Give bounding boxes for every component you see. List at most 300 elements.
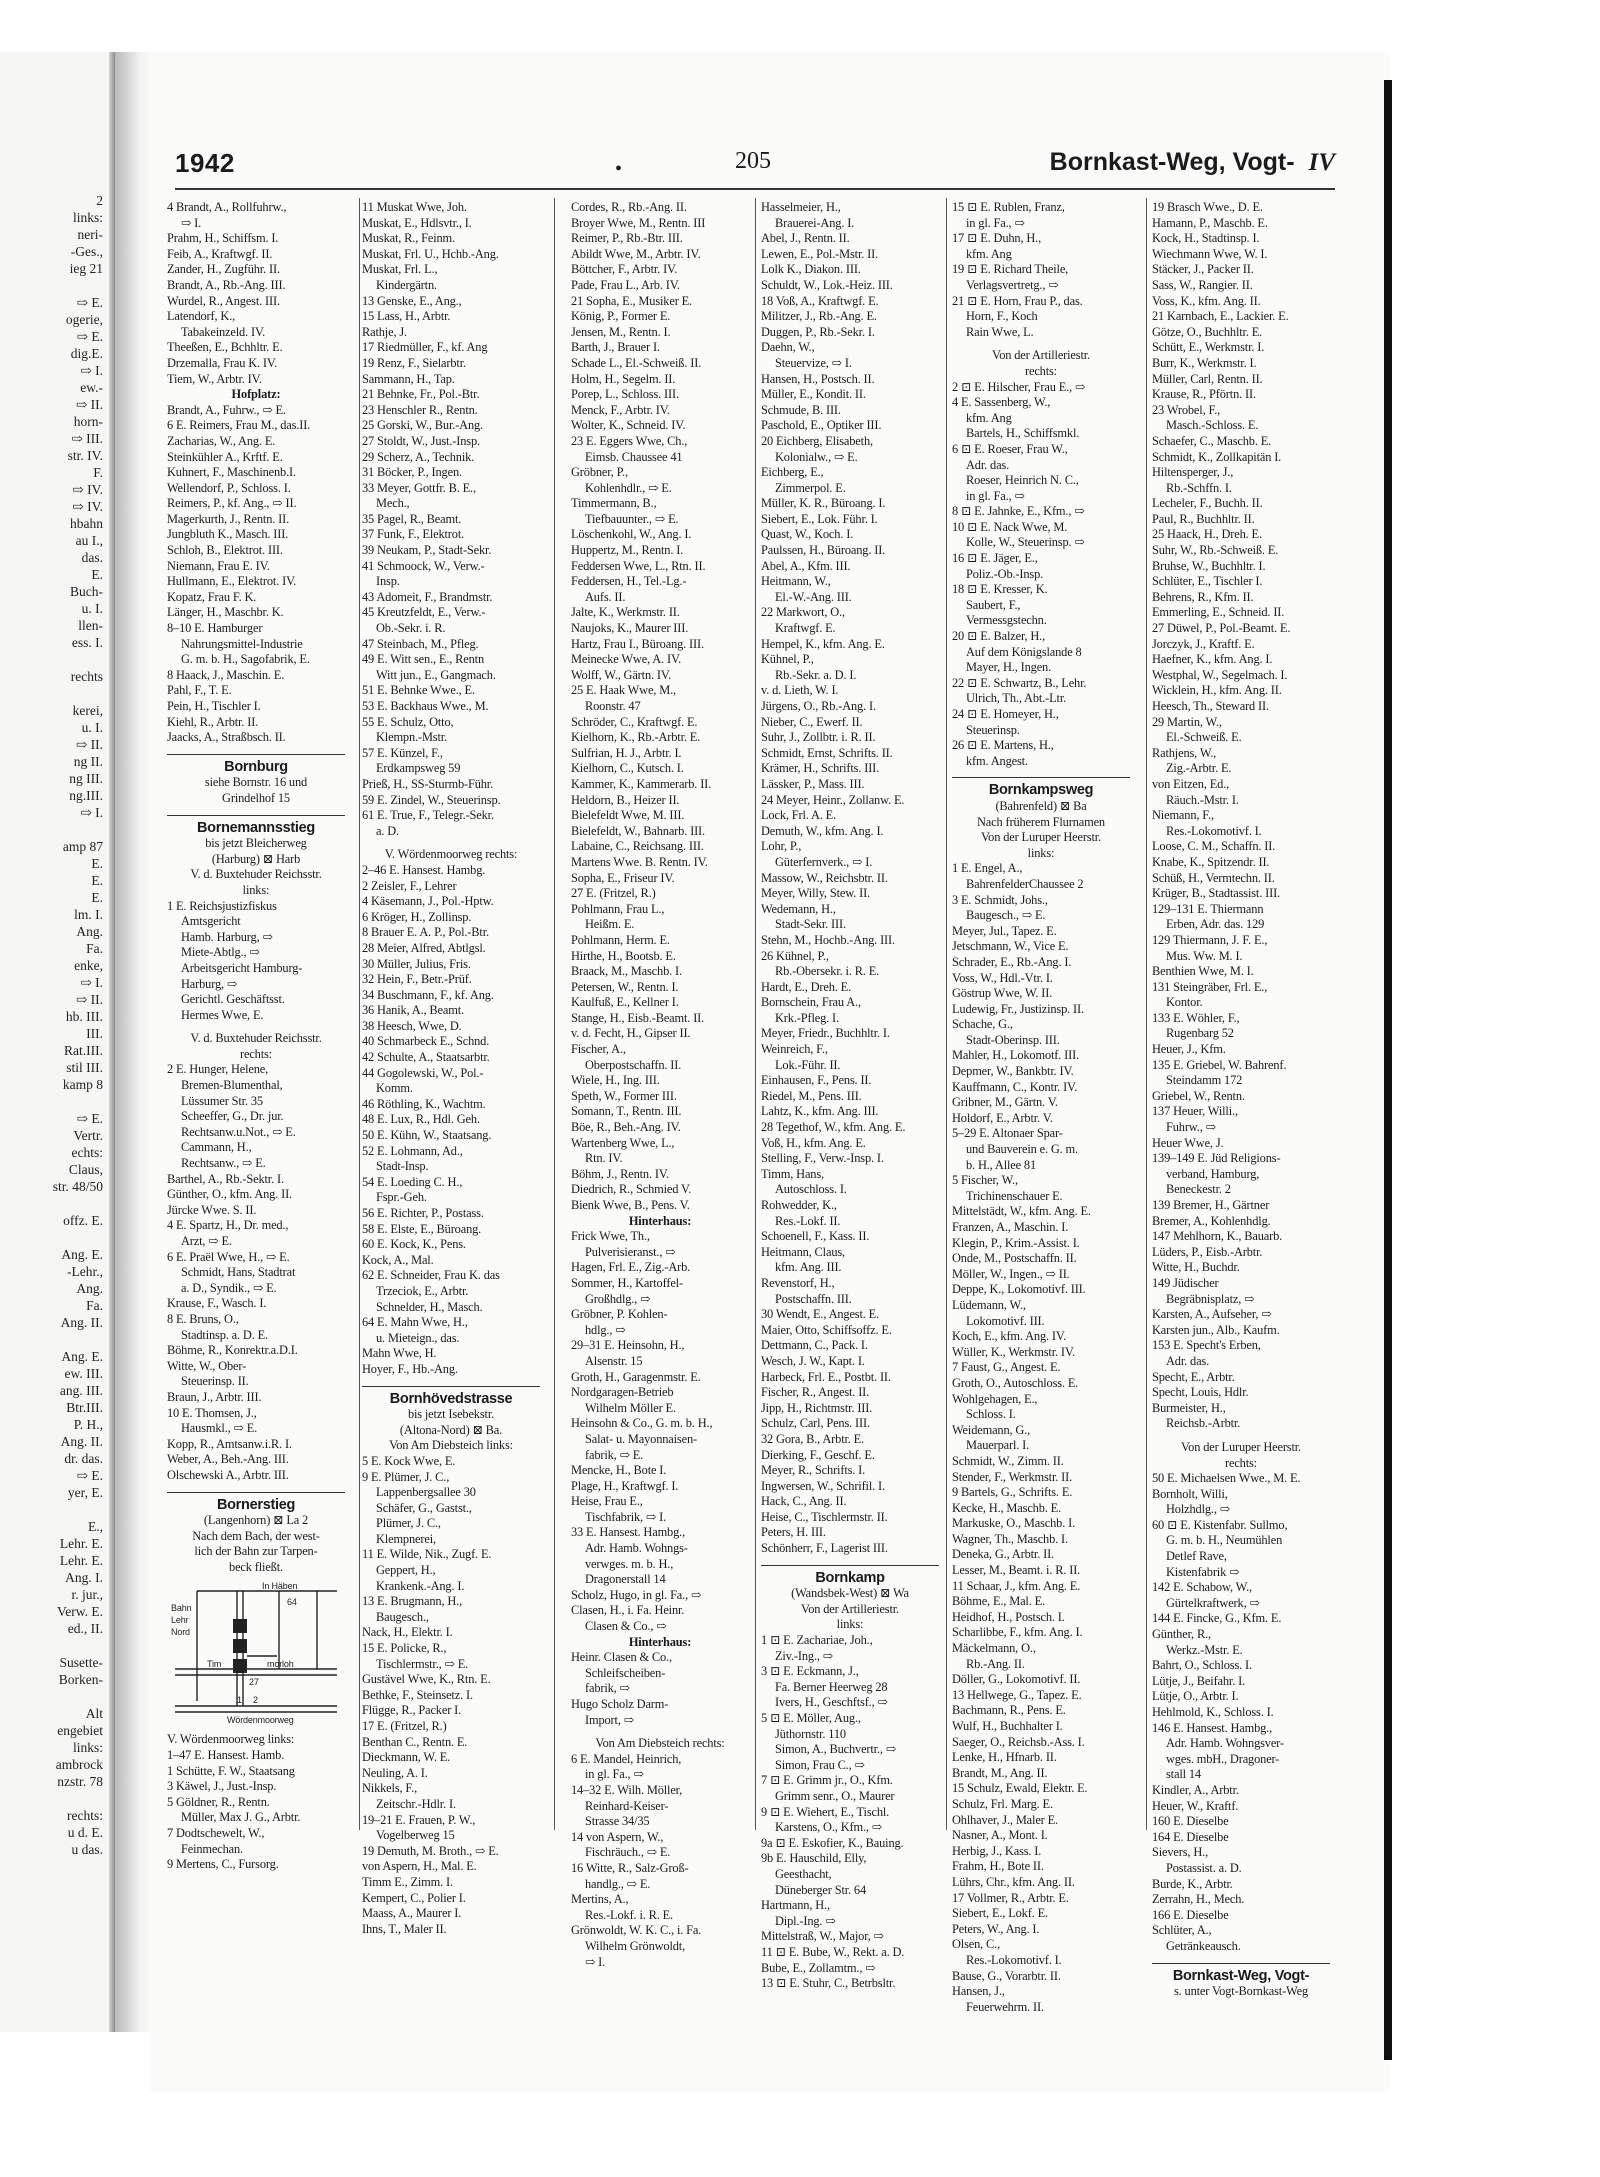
directory-entry: Muskat, Frl. L., [362, 262, 438, 277]
directory-entry: 7 ⊡ E. Grimm jr., O., Kfm. [761, 1773, 893, 1788]
directory-entry: 153 E. Specht's Erben, [1152, 1338, 1261, 1353]
directory-entry: 54 E. Loeding C. H., [362, 1174, 463, 1189]
running-head-title: Bornkast-Weg, Vogt- [1049, 148, 1295, 176]
directory-entry-continuation: Begräbnisplatz, ⇨ [1166, 1291, 1255, 1306]
directory-entry-continuation: in gl. Fa., ⇨ [966, 215, 1025, 230]
directory-entry: 144 E. Fincke, G., Kfm. E. [1152, 1611, 1282, 1626]
adjacent-page-fragment: dig.E. [70, 346, 103, 361]
adjacent-page-fragment: ⇨ I. [80, 805, 103, 820]
directory-entry: Theeßen, E., Bchhltr. E. [167, 340, 283, 355]
directory-entry: Koch, E., kfm. Ang. IV. [952, 1329, 1067, 1344]
directory-entry: 27 E. (Fritzel, R.) [571, 886, 656, 901]
directory-entry: Prahm, H., Schiffsm. I. [167, 231, 279, 246]
directory-entry: 41 Schmoock, W., Verw.- [362, 558, 485, 573]
directory-entry: Hugo Scholz Darm- [571, 1697, 669, 1711]
directory-entry: 19 ⊡ E. Richard Theile, [952, 262, 1069, 277]
directory-entry-continuation: Lappenbergsallee 30 [376, 1485, 476, 1500]
directory-entry: 9 ⊡ E. Wiehert, E., Tischl. [761, 1804, 890, 1819]
street-note: lich der Bahn zur Tarpen- [194, 1544, 318, 1559]
directory-entry: Rohwedder, K., [761, 1198, 837, 1212]
directory-entry: Depmer, W., Bankbtr. IV. [952, 1064, 1074, 1079]
directory-entry: Feib, A., Kraftwgf. II. [167, 246, 273, 261]
directory-entry: Burr, K., Werkmstr. I. [1152, 355, 1257, 370]
directory-entry: Niemann, Frau E. IV. [167, 558, 270, 573]
directory-entry-continuation: kfm. Angest. [966, 753, 1028, 768]
directory-entry: 56 E. Richter, P., Postass. [362, 1206, 484, 1220]
directory-entry: Martens Wwe. B. Rentn. IV. [571, 854, 708, 869]
directory-entry: 9a ⊡ E. Eskofier, K., Bauing. [761, 1835, 904, 1850]
directory-entry: 14 von Aspern, W., [571, 1829, 664, 1844]
directory-entry: Tiem, W., Arbtr. IV. [167, 371, 262, 386]
directory-entry-continuation: Res.-Lokomotivf. I. [966, 1952, 1062, 1967]
directory-entry: Feddersen, H., Tel.-Lg.- [571, 574, 687, 589]
directory-entry-continuation: Masch.-Schloss. E. [1166, 418, 1259, 433]
directory-entry-continuation: und Bauverein e. G. m. [966, 1142, 1078, 1157]
directory-entry: Witte, W., Ober- [167, 1358, 247, 1373]
header-rule [175, 188, 1335, 190]
directory-entry: Hullmann, E., Elektrot. IV. [167, 574, 297, 589]
directory-entry: 3 Käwel, J., Just.-Insp. [167, 1779, 277, 1794]
map-label: Nord [171, 1627, 190, 1638]
directory-entry-continuation: Witt jun., E., Gangmach. [376, 667, 496, 682]
directory-entry-continuation: Krk.-Pfleg. I. [775, 1010, 839, 1025]
directory-entry: Lohr, P., [761, 839, 802, 854]
directory-column-5 [952, 200, 1130, 2015]
directory-entry-continuation: Postschaffn. III. [775, 1291, 852, 1306]
directory-entry-continuation: Insp. [376, 574, 400, 589]
directory-entry: Rathjens, W., [1152, 745, 1217, 760]
directory-entry: 13 Hellwege, G., Tapez. E. [952, 1687, 1082, 1702]
directory-entry-continuation: Wilhelm Möller E. [585, 1400, 676, 1415]
directory-entry: Scharlibbe, F., kfm. Ang. I. [952, 1625, 1083, 1640]
directory-entry: v. d. Lieth, W. I. [761, 683, 839, 698]
directory-entry: von Eitzen, Ed., [1152, 776, 1230, 791]
adjacent-page-fragment: kerei, [72, 703, 103, 718]
directory-entry: Heinr. Clasen & Co., [571, 1650, 672, 1665]
directory-entry-continuation: kfm. Ang. III. [775, 1260, 842, 1275]
adjacent-page-fragment: str. 48/50 [52, 1179, 103, 1194]
spacer [167, 1023, 345, 1031]
directory-entry-continuation: Harburg, ⇨ [181, 976, 238, 991]
directory-entry-continuation: Alsenstr. 15 [585, 1353, 643, 1368]
directory-entry: Mäckelmann, O., [952, 1641, 1036, 1656]
directory-entry: Hartmann, H., [761, 1898, 830, 1913]
street-note: links: [242, 882, 270, 897]
directory-entry: Gröbner, P., [571, 465, 628, 480]
directory-entry-continuation: Rechtsanw.u.Not., ⇨ E. [181, 1124, 296, 1139]
adjacent-page-fragment: Lehr. E. [59, 1536, 103, 1551]
adjacent-page-fragment: -Lehr., [67, 1264, 103, 1279]
street-note: Grindelhof 15 [222, 790, 290, 805]
directory-entry: 57 E. Künzel, F., [362, 745, 443, 760]
adjacent-page-fragment: ⇨ E. [76, 329, 103, 344]
directory-entry: Schaefer, C., Maschb. E. [1152, 433, 1272, 448]
adjacent-page-fragment: ng III. [69, 771, 103, 786]
directory-entry: Böe, R., Beh.-Ang. IV. [571, 1120, 681, 1135]
directory-entry: Rathje, J. [362, 324, 407, 339]
directory-entry: Krüger, B., Stadtassist. III. [1152, 886, 1280, 901]
directory-entry: Schache, G., [952, 1017, 1013, 1032]
directory-entry: 19 Brasch Wwe., D. E. [1152, 200, 1263, 214]
directory-entry: Brandt, M., Ang. II. [952, 1765, 1048, 1780]
directory-entry: Siebert, E., Lokf. E. [952, 1906, 1048, 1921]
directory-entry: Quast, W., Koch. I. [761, 527, 854, 542]
directory-entry: Döller, G., Lokomotivf. II. [952, 1672, 1081, 1687]
directory-entry: Dettmann, C., Pack. I. [761, 1338, 868, 1353]
directory-entry-continuation: Getränkeausch. [1166, 1938, 1241, 1953]
directory-entry: Böttcher, F., Arbtr. IV. [571, 262, 678, 277]
directory-entry: Hasselmeier, H., [761, 200, 841, 214]
street-note: Von der Artilleriestr. [801, 1601, 899, 1616]
street-note: (Wandsbek-West) ⊠ Wa [791, 1586, 909, 1601]
directory-entry: Bachmann, R., Pens. E. [952, 1703, 1066, 1718]
directory-entry: 60 ⊡ E. Kistenfabr. Sullmo, [1152, 1517, 1288, 1532]
directory-entry: 147 Mehlhorn, K., Bauarb. [1152, 1229, 1283, 1244]
adjacent-page-fragment: offz. E. [63, 1213, 103, 1228]
directory-entry-continuation: Adr. das. [966, 457, 1010, 472]
directory-entry: Müller, Carl, Rentn. II. [1152, 371, 1263, 386]
adjacent-page-fragment: ieg 21 [69, 261, 103, 276]
directory-entry: Schütt, E., Werkmstr. I. [1152, 340, 1265, 355]
directory-entry: 11 Muskat Wwe, Joh. [362, 200, 467, 214]
directory-entry-continuation: wges. mbH., Dragoner- [1166, 1751, 1280, 1766]
street-note: (Bahrenfeld) ⊠ Ba [995, 798, 1087, 813]
directory-entry: Schrader, E., Rb.-Ang. I. [952, 954, 1072, 969]
running-head [1050, 148, 1335, 177]
directory-entry: Peters, W., Ang. I. [952, 1921, 1040, 1936]
directory-entry: 26 Kühnel, P., [761, 948, 829, 963]
directory-entry: Emmerling, E., Schneid. II. [1152, 605, 1285, 620]
directory-entry: 139–149 E. Jüd Religions- [1152, 1151, 1281, 1166]
map-label: 1 [237, 1695, 242, 1706]
directory-entry: Braack, M., Maschb. I. [571, 964, 682, 979]
directory-entry: 23 Henschler R., Rentn. [362, 402, 478, 417]
directory-entry-continuation: Saubert, F., [966, 597, 1021, 612]
directory-entry: Holm, H., Segelm. II. [571, 371, 676, 386]
directory-entry: Einhausen, F., Pens. II. [761, 1073, 872, 1088]
directory-entry: Götze, O., Buchhltr. E. [1152, 324, 1263, 339]
directory-entry: Bahrt, O., Schloss. I. [1152, 1658, 1252, 1673]
directory-entry: 19–21 E. Frauen, P. W., [362, 1812, 476, 1827]
adjacent-page-fragment: str. IV. [67, 448, 103, 463]
directory-entry: Ludewig, Fr., Justizinsp. II. [952, 1001, 1084, 1016]
directory-entry: Wolff, W., Gärtn. IV. [571, 667, 672, 682]
adjacent-page-fragment: au I., [75, 533, 103, 548]
directory-entry: Wicklein, H., kfm. Ang. II. [1152, 683, 1282, 698]
directory-entry: Jalte, K., Werkmstr. II. [571, 605, 680, 620]
directory-entry: Burmeister, H., [1152, 1400, 1226, 1415]
directory-entry: Nasner, A., Mont. I. [952, 1828, 1048, 1843]
directory-entry: Scholz, Hugo, in gl. Fa., ⇨ [571, 1587, 702, 1602]
street-note: Von der Luruper Heerstr. [980, 830, 1102, 845]
directory-entry: Lock, Frl. A. E. [761, 808, 837, 823]
directory-entry: 28 Meier, Alfred, Abtlgsl. [362, 940, 486, 955]
adjacent-page-fragment: F. [93, 465, 103, 480]
directory-entry: 21 Sopha, E., Musiker E. [571, 293, 692, 308]
directory-entry: 45 Kreutzfeldt, E., Verw.- [362, 605, 486, 620]
directory-entry-continuation: Schloss. I. [966, 1407, 1016, 1422]
adjacent-page-fragment: ed., II. [67, 1621, 103, 1636]
street-note: beck fließt. [229, 1559, 283, 1574]
directory-entry: 146 E. Hansest. Hambg., [1152, 1720, 1273, 1735]
directory-entry: 21 ⊡ E. Horn, Frau P., das. [952, 293, 1083, 308]
directory-entry: 5–29 E. Altonaer Spar- [952, 1126, 1063, 1141]
directory-entry: Huppertz, M., Rentn. I. [571, 543, 684, 558]
directory-entry: 8–10 E. Hamburger [167, 621, 263, 636]
directory-entry-continuation: Steuerinsp. [966, 722, 1020, 737]
directory-entry: Wohlgehagen, E., [952, 1391, 1038, 1406]
directory-entry: 1 Schütte, F. W., Staatsang [167, 1763, 295, 1778]
directory-entry: 160 E. Dieselbe [1152, 1814, 1229, 1829]
street-note: links: [836, 1617, 864, 1632]
adjacent-page-fragment: rechts: [67, 1808, 103, 1823]
directory-entry: Voss, W., Hdl.-Vtr. I. [952, 970, 1053, 985]
directory-entry: Schuldt, W., Lok.-Heiz. III. [761, 277, 893, 292]
directory-entry: 2–46 E. Hansest. Hambg. [362, 862, 486, 877]
adjacent-page-fragment: Vertr. [73, 1128, 103, 1143]
directory-entry-continuation: Import, ⇨ [585, 1712, 634, 1727]
directory-entry-continuation: Ivers, H., Geschftsf., ⇨ [775, 1695, 888, 1710]
directory-entry-continuation: Clasen & Co., ⇨ [585, 1619, 667, 1634]
directory-entry-continuation: hdlg., ⇨ [585, 1322, 626, 1337]
directory-entry: Latendorf, K., [167, 309, 236, 324]
directory-column-4 [761, 200, 939, 1992]
street-note: (Langenhorn) ⊠ La 2 [203, 1513, 309, 1528]
directory-entry: Bause, G., Vorarbtr. II. [952, 1968, 1061, 1983]
directory-entry: Bienk Wwe, B., Pens. V. [571, 1198, 690, 1212]
adjacent-page-fragment: ⇨ II. [75, 992, 103, 1007]
street-note: bis jetzt Bleicherweg [205, 836, 307, 851]
directory-entry-continuation: Bremen-Blumenthal, [181, 1078, 283, 1093]
directory-entry: 23 E. Eggers Wwe, Ch., [571, 433, 688, 448]
directory-entry: Reimers, P., kf. Ang., ⇨ II. [167, 496, 297, 511]
directory-entry: 31 Böcker, P., Ingen. [362, 465, 462, 480]
directory-entry: Mahler, H., Lokomotf. III. [952, 1048, 1080, 1063]
directory-entry: Drzemalla, Frau K. IV. [167, 355, 278, 370]
directory-entry: V. Wördenmoorweg links: [167, 1732, 295, 1747]
directory-entry: Weidemann, G., [952, 1422, 1031, 1437]
directory-entry: Bielefeldt Wwe, M. III. [571, 808, 685, 823]
directory-entry: Specht, E., Arbtr. [1152, 1369, 1235, 1384]
directory-entry: Schade L., El.-Schweiß. II. [571, 355, 702, 370]
directory-entry: Krause, R., Pförtn. II. [1152, 387, 1256, 402]
directory-entry-continuation: Kistenfabrik ⇨ [1166, 1564, 1240, 1579]
directory-entry: Kaulfuß, E., Kellner I. [571, 995, 679, 1010]
directory-entry: 39 Neukam, P., Stadt-Sekr. [362, 543, 492, 558]
directory-entry: Kielhorn, C., Kutsch. I. [571, 761, 684, 776]
adjacent-page-fragment: r. jur., [71, 1587, 103, 1602]
directory-entry: 9 Mertens, C., Fursorg. [167, 1857, 279, 1872]
directory-entry: Wolter, K., Schneid. IV. [571, 418, 686, 433]
directory-entry: Lenke, H., Hfnarb. II. [952, 1750, 1057, 1765]
directory-entry-continuation: Karstens, O., Kfm., ⇨ [775, 1820, 883, 1835]
street-heading: Bornkampsweg [952, 777, 1130, 799]
directory-entry: 17 Vollmer, R., Arbtr. E. [952, 1890, 1069, 1905]
directory-entry: Mencke, H., Bote I. [571, 1463, 667, 1478]
adjacent-page-fragment: u das. [71, 1842, 103, 1857]
directory-entry: Labaine, C., Reichsang. III. [571, 839, 704, 854]
directory-entry-continuation: verwges. m. b. H., [585, 1556, 674, 1571]
directory-entry-continuation: Res.-Lokomotivf. I. [1166, 823, 1262, 838]
directory-entry: Dierking, F., Geschf. E. [761, 1447, 875, 1462]
adjacent-page-fragment: Alt [85, 1706, 103, 1721]
directory-entry-continuation: Cammann, H., [181, 1140, 252, 1155]
directory-entry: Lüders, P., Eisb.-Arbtr. [1152, 1244, 1263, 1259]
adjacent-page-fragment: Ang. II. [60, 1434, 103, 1449]
directory-entry: Zerrahn, H., Mech. [1152, 1892, 1245, 1907]
directory-entry: 60 E. Kock, K., Pens. [362, 1237, 466, 1252]
directory-entry: 3 ⊡ E. Eckmann, J., [761, 1664, 859, 1679]
directory-entry: 2 Zeisler, F., Lehrer [362, 878, 457, 893]
directory-entry-continuation: Fspr.-Geh. [376, 1190, 427, 1205]
directory-entry-continuation: stall 14 [1166, 1767, 1201, 1782]
directory-entry: Müller, E., Kondit. II. [761, 387, 866, 402]
directory-entry: 7 Faust, G., Angest. E. [952, 1360, 1061, 1375]
street-note: (Harburg) ⊠ Harb [211, 851, 301, 866]
directory-entry-continuation: Steindamm 172 [1166, 1073, 1243, 1088]
column-divider [946, 198, 947, 1830]
directory-entry: Krause, F., Wasch. I. [167, 1296, 267, 1311]
street-heading: Bornkast-Weg, Vogt- [1152, 1963, 1330, 1985]
adjacent-page-fragment: ⇨ IV. [72, 499, 103, 514]
directory-entry: 166 E. Dieselbe [1152, 1907, 1229, 1922]
directory-entry-continuation: Hermes Wwe, E. [181, 1007, 264, 1022]
directory-entry: Lässker, P., Mass. III. [761, 776, 865, 791]
directory-entry: Bielefeldt, W., Bahnarb. III. [571, 823, 705, 838]
directory-entry: Jürgens, O., Rb.-Ang. I. [761, 699, 876, 713]
directory-entry-continuation: Mauerparl. I. [966, 1438, 1030, 1453]
section-subheading: Hofplatz: [231, 387, 281, 402]
directory-entry: Stehn, M., Hochb.-Ang. III. [761, 932, 895, 947]
directory-entry: Jensen, M., Rentn. I. [571, 324, 671, 339]
column-divider [359, 198, 360, 1830]
directory-entry: 16 Witte, R., Salz-Groß- [571, 1860, 689, 1875]
adjacent-page-fragment: E. [91, 873, 103, 888]
directory-entry: Kühnel, P., [761, 652, 814, 667]
street-note: rechts: [240, 1046, 272, 1061]
column-divider [755, 198, 756, 1830]
directory-entry: 61 E. True, F., Telegr.-Sekr. [362, 808, 494, 823]
directory-entry: Diedrich, R., Schmied V. [571, 1182, 692, 1197]
directory-entry: Muskat, E., Hdlsvtr., I. [362, 215, 472, 230]
directory-entry-continuation: Rain Wwe, L. [966, 324, 1034, 339]
directory-entry-continuation: kfm. Ang [966, 410, 1012, 425]
adjacent-page-fragment: ng II. [73, 754, 103, 769]
directory-entry: Gröbner, P. Kohlen- [571, 1307, 668, 1322]
directory-entry: 7 Dodtschewelt, W., [167, 1826, 265, 1841]
directory-entry: Heuer, W., Kraftf. [1152, 1798, 1239, 1813]
directory-entry: 24 ⊡ E. Homeyer, H., [952, 707, 1059, 721]
street-note: (Altona-Nord) ⊠ Ba. [399, 1422, 503, 1437]
directory-entry: Hirthe, H., Bootsb. E. [571, 948, 676, 963]
directory-entry: Heldorn, B., Heizer II. [571, 792, 680, 807]
directory-entry: Wulf, H., Buchhalter I. [952, 1719, 1063, 1733]
directory-entry: 25 Gorski, W., Bur.-Ang. [362, 418, 484, 433]
adjacent-page-fragment: Btr.III. [66, 1400, 103, 1415]
directory-entry: v. d. Fecht, H., Gipser II. [571, 1026, 691, 1041]
directory-entry: Petersen, W., Rentn. I. [571, 979, 679, 994]
directory-entry-continuation: Amtsgericht [181, 914, 241, 929]
directory-entry: 6 E. Praël Wwe, H., ⇨ E. [167, 1249, 290, 1264]
directory-entry: Meyer, Jul., Tapez. E. [952, 923, 1057, 938]
directory-entry-continuation: Steuerinsp. II. [181, 1374, 249, 1389]
book-spine-shadow [115, 52, 151, 2032]
directory-entry: Jungbluth K., Masch. III. [167, 527, 289, 542]
directory-entry: Meyer, Willy, Stew. II. [761, 886, 870, 901]
directory-entry: Weinreich, F., [761, 1042, 828, 1057]
directory-entry-continuation: Simon, A., Buchvertr., ⇨ [775, 1742, 897, 1757]
street-note: Nach dem Bach, der west- [192, 1528, 320, 1543]
directory-entry: 27 Düwel, P., Pol.-Beamt. E. [1152, 621, 1291, 636]
directory-entry: Schoenell, F., Kass. II. [761, 1229, 870, 1244]
directory-entry: Brandt, A., Fuhrw., ⇨ E. [167, 402, 286, 417]
directory-entry-continuation: Nahrungsmittel-Industrie [181, 636, 303, 651]
directory-entry: Nack, H., Elektr. I. [362, 1625, 453, 1640]
directory-entry: Mittelstraß, W., Major, ⇨ [761, 1929, 884, 1944]
directory-entry-continuation: Scheeffer, G., Dr. jur. [181, 1109, 284, 1124]
directory-entry: Kauffmann, C., Kontr. IV. [952, 1079, 1078, 1094]
directory-entry: Schmude, B. III. [761, 402, 841, 417]
directory-entry: 6 E. Reimers, Frau M., das.II. [167, 418, 311, 433]
directory-entry: Frahm, H., Bote II. [952, 1859, 1044, 1874]
adjacent-page-fragment: E. [91, 890, 103, 905]
directory-entry: Prieß, H., SS-Sturmb-Führ. [362, 776, 494, 791]
directory-entry-continuation: Fa. Berner Heerweg 28 [775, 1679, 888, 1694]
directory-entry-continuation: Tischfabrik, ⇨ I. [585, 1509, 667, 1524]
directory-entry-continuation: Eimsb. Chaussee 41 [585, 449, 683, 464]
directory-entry-continuation: Erdkampsweg 59 [376, 761, 461, 776]
directory-entry-continuation: Dragonerstall 14 [585, 1572, 666, 1587]
directory-entry: Dieckmann, W. E. [362, 1750, 451, 1765]
street-heading: Bornerstieg [167, 1492, 345, 1514]
directory-entry: 26 ⊡ E. Martens, H., [952, 738, 1054, 753]
adjacent-page-fragment: ⇨ E. [76, 295, 103, 310]
directory-entry: Schlüter, A., [1152, 1923, 1212, 1938]
directory-entry-continuation: Vermessgstechn. [966, 613, 1047, 628]
directory-entry: 20 ⊡ E. Balzer, H., [952, 629, 1046, 644]
directory-entry: Hansen, H., Postsch. II. [761, 371, 875, 386]
directory-entry: Kielhorn, K., Rb.-Arbtr. E. [571, 730, 701, 745]
directory-entry: Massow, W., Reichsbtr. II. [761, 870, 888, 885]
directory-entry-continuation: Brauerei-Ang. I. [775, 215, 855, 230]
directory-entry-continuation: u. Mieteign., das. [376, 1330, 460, 1345]
adjacent-page-fragment: ogerie, [65, 312, 103, 327]
directory-entry-continuation: Werkz.-Mstr. E. [1166, 1642, 1243, 1657]
directory-entry-continuation: ⇨ I. [585, 1954, 606, 1969]
directory-entry: 133 E. Wöhler, F., [1152, 1010, 1240, 1025]
directory-entry-continuation: Geesthacht, [775, 1866, 832, 1881]
directory-entry-continuation: Stadt-Oberinsp. III. [966, 1032, 1060, 1047]
adjacent-page-fragment: u. I. [81, 601, 103, 616]
adjacent-page-fragment: amp 87 [62, 839, 103, 854]
directory-entry: Flügge, R., Packer I. [362, 1703, 462, 1718]
adjacent-page-fragment: ng.III. [69, 788, 103, 803]
directory-entry: 22 Markwort, O., [761, 605, 845, 620]
directory-entry: 13 ⊡ E. Stuhr, C., Betrbsltr. [761, 1976, 896, 1991]
directory-entry-continuation: Mayer, H., Ingen. [966, 660, 1052, 675]
directory-entry: 50 E. Kühn, W., Staatsang. [362, 1128, 492, 1143]
directory-entry: Speth, W., Former III. [571, 1088, 677, 1103]
directory-entry: Niemann, F., [1152, 808, 1214, 823]
page-year: 1942 [175, 148, 235, 178]
directory-entry: 40 Schmarbeck E., Schnd. [362, 1034, 490, 1049]
directory-entry: 18 Voß, A., Kraftwgf. E. [761, 293, 879, 308]
directory-entry-continuation: Güterfernverk., ⇨ I. [775, 854, 873, 869]
directory-entry: 49 E. Witt sen., E., Rentn [362, 652, 485, 667]
adjacent-page-fragment: Borken- [58, 1672, 103, 1687]
directory-entry: Benthan C., Rentn. E. [362, 1734, 468, 1749]
directory-entry-continuation: Autoschloss. I. [775, 1182, 847, 1197]
